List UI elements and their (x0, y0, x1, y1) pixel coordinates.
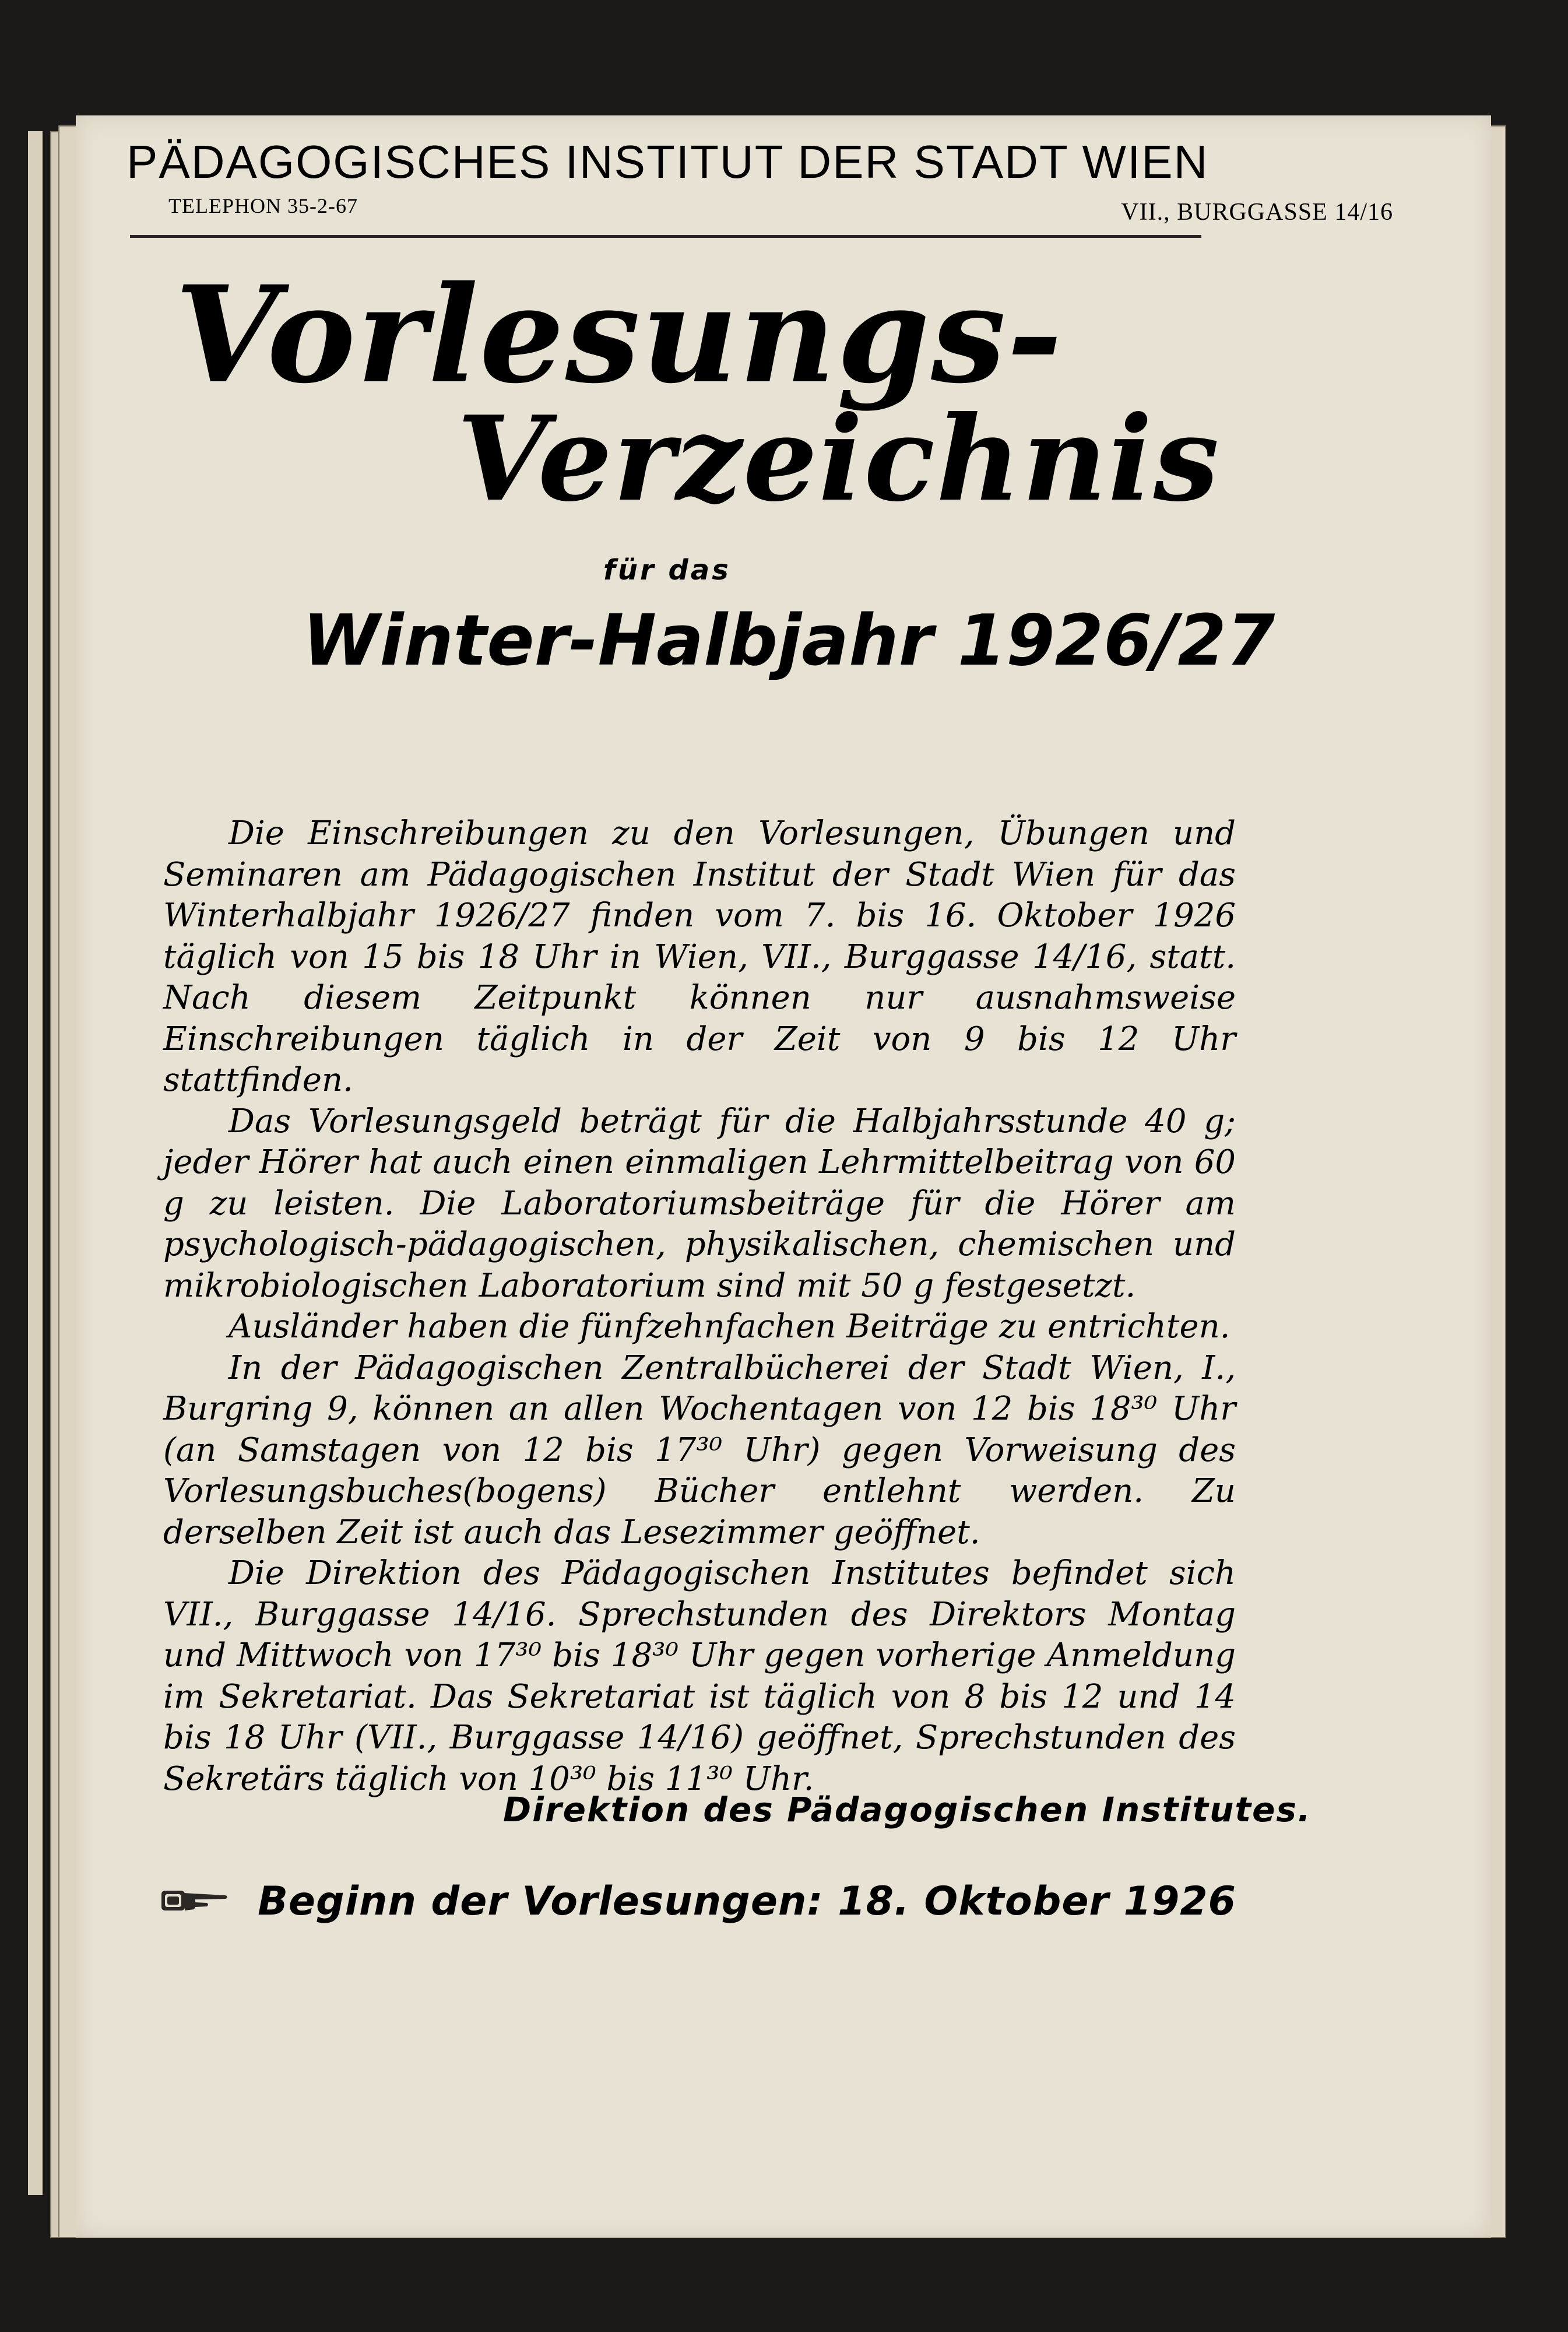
title-line-2: Verzeichnis (457, 391, 1221, 528)
body-text (163, 813, 1236, 1800)
telephone-number: TELEPHON 35-2-67 (168, 194, 358, 217)
signature: Direktion des Pädagogischen Institutes. (502, 1790, 1312, 1829)
title-connector: für das (603, 554, 731, 586)
back-cover-edge (28, 131, 43, 2195)
paragraph-fees: Das Vorlesungsgeld beträgt für die Halbjahrsstunde 40 g; jeder Hörer hat auch einen einmaligen Lehrmittelbeitrag von 60 g zu leisten. Die Laboratoriumsbeiträge für die Hörer am psychologisch-pädagogischen, physikalischen, chemischen und mikrobiologischen Laboratorium sind mit 50 g festgesetzt. (163, 1102, 1236, 1305)
institute-address: VII., BURGGASSE 14/16 (1121, 199, 1393, 226)
paragraph-enrollment: Die Einschreibungen zu den Vorlesungen, Übungen und Seminaren am Pädagogischen Institut der Stadt Wien für das Winterhalbjahr 1926/27 finden vom 7. bis 16. Oktober 1926 täglich von 15 bis 18 Uhr in Wien, VII., Burggasse 14/16, statt. Nach diesem Zeitpunkt können nur ausnahmsweise Einschreibungen täglich in der Zeit von 9 bis 12 Uhr stattfinden. (163, 814, 1236, 1099)
semester-title: Winter-Halbjahr 1926/27 (303, 600, 1275, 682)
header-rule (130, 235, 1201, 238)
paragraph-library: In der Pädagogischen Zentralbücherei der Stadt Wien, I., Burgring 9, können an allen Wochentagen von 12 bis 18³⁰ Uhr (an Samstagen von 12 bis 17³⁰ Uhr) gegen Vorweisung des Vorlesungsbuches(bogens) Bücher entlehnt werden. Zu derselben Zeit ist auch das Lesezimmer geöffnet. (163, 1348, 1236, 1551)
lecture-start-text: Beginn der Vorlesungen: 18. Oktober 1926 (258, 1878, 1236, 1924)
pointing-hand-icon (160, 1887, 229, 1916)
paragraph-directorate: Die Direktion des Pädagogischen Institutes befindet sich VII., Burggasse 14/16. Sprechstunden des Direktors Montag und Mittwoch von 17³⁰ bis 18³⁰ Uhr gegen vorherige Anmeldung im Sekretariat. Das Sekretariat ist täglich von 8 bis 12 und 14 bis 18 Uhr (VII., Burggasse 14/16) geöffnet, Sprechstunden des Sekretärs täglich von 10³⁰ bis 11³⁰ Uhr. (163, 1554, 1236, 1798)
lecture-start-notice (160, 1878, 1244, 1924)
institute-header: PÄDAGOGISCHES INSTITUT DER STADT WIEN (126, 136, 1209, 188)
title-line-1: Vorlesungs- (175, 257, 1064, 413)
paragraph-foreigners: Ausländer haben die fünfzehnfachen Beiträge zu entrichten. (228, 1308, 1231, 1346)
